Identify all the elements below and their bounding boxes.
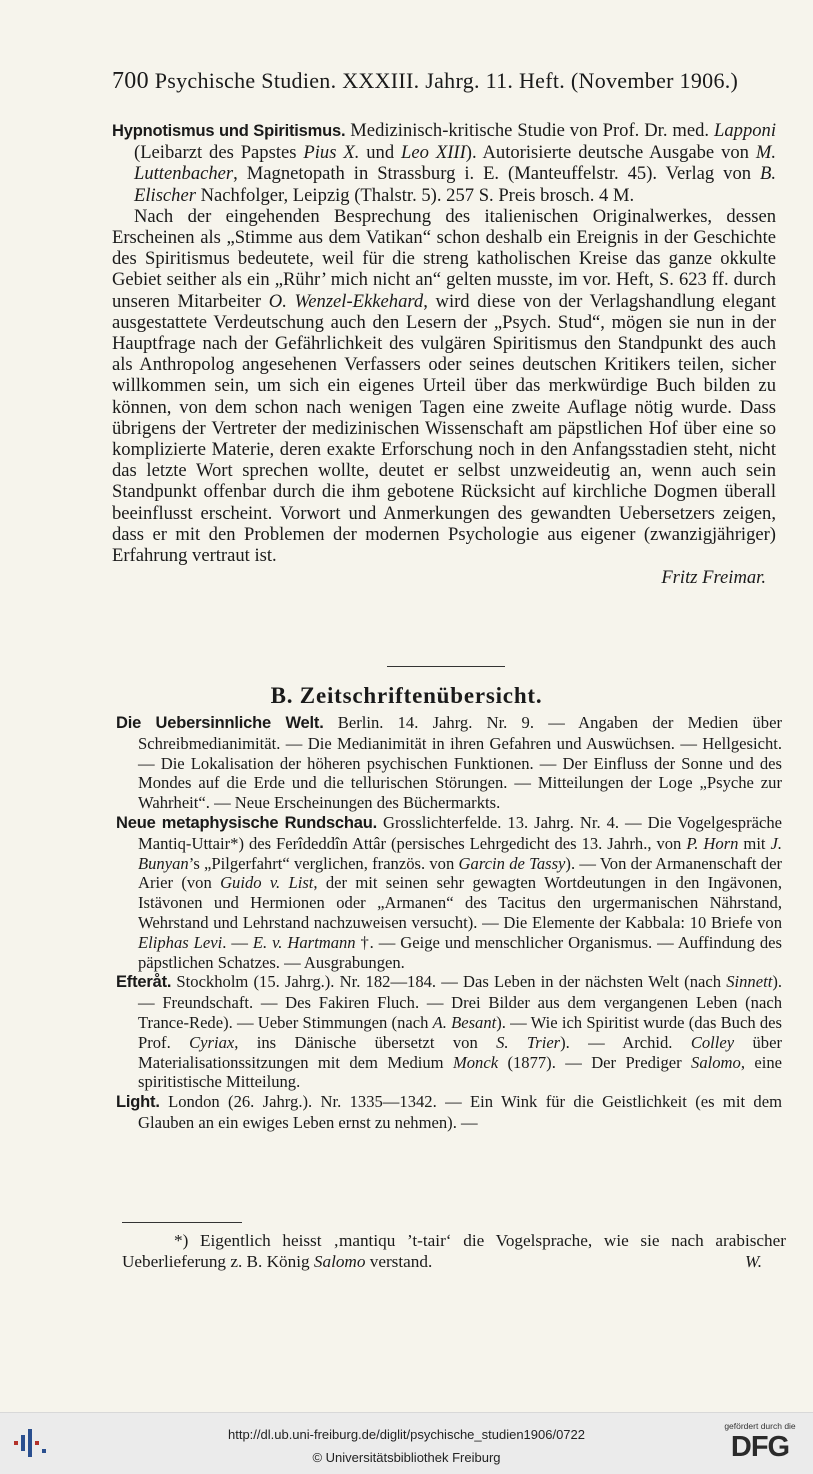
review-body: Nach der eingehenden Besprechung des italienischen Originalwerkes, dessen Erscheinen als „Stimme aus dem Vatikan“ schon deshalb ein Ereignis in der Geschichte des Spiritismus bedeutete, weil für die streng katholischen Kreise das ganze okkulte Gebiet seither als ein „Rühr’ mich nicht an“ gelten musste, im vor. Heft, S. 623 ff. durch unseren Mitarbeiter O. Wenzel-Ekkehard, wird diese von der Verlagshandlung elegant ausgestattete Verdeutschung auch den Lesern der „Psych. Stud“, mögen sie nun in der Hauptfrage nach der Gefährlichkeit des vulgären Spiritismus den Standpunkt des auch als Anthropolog angesehenen Verfassers oder seines deutschen Kritikers teilen, sicher willkommen sein, um sich ein eigenes Urteil über das merkwürdige Buch bilden zu können, von dem schon nach wenigen Tagen eine zweite Auflage nötig wurde. Dass übrigens der Vertreter der medizinischen Wissenschaft am päpstlichen Hof über eine so komplizierte Materie, deren exakte Erforschung noch in den Anfangsstadien steht, nicht das letzte Wort sprechen wollte, deutet er selbst unzweideutig an, wenn auch sein Standpunkt offenbar durch die ihm gebotene Rücksicht auf kirchliche Dogmen überall beeinflusst erscheint. Vorwort und Anmerkungen des gewandten Uebersetzers zeigen, dass er mit den Problemen der modernen Psychologie aus eigener (zwanzigjähriger) Erfahrung vertraut ist. bbox=[112, 205, 776, 567]
periodical-title: Light. bbox=[116, 1093, 160, 1112]
review-citation: Hypnotismus und Spiritismus. Medizinisch-kritische Studie von Prof. Dr. med. Lapponi (Leibarzt des Papstes Pius X. und Leo XIII). Autorisierte deutsche Ausgabe von M. Luttenbacher, Magnetopath in Strassburg i. E. (Manteuffelstr. 45). Verlag von B. Elischer Nachfolger, Leipzig (Thalstr. 5). 257 S. Preis brosch. 4 M. bbox=[112, 120, 777, 206]
book-review bbox=[112, 120, 776, 588]
list-item: Light. London (26. Jahrg.). Nr. 1335—1342. — Ein Wink für die Geistlichkeit (es mit dem Glauben an ein ewiges Leben ernst zu nehmen). — bbox=[116, 1092, 782, 1132]
review-title: Hypnotismus und Spiritismus. bbox=[112, 122, 346, 140]
section-heading: B. Zeitschriftenübersicht. bbox=[270, 683, 543, 708]
footnote: *) Eigentlich heisst ‚mantiqu ’t-tair‘ die Vogelsprache, wie sie nach arabischer Ueberlieferung z. B. König Salomo verstand. W. bbox=[122, 1231, 786, 1271]
section-divider bbox=[387, 666, 505, 667]
page-number: 700 bbox=[112, 68, 149, 94]
footnote-signature: W. bbox=[744, 1252, 762, 1271]
footnote-divider bbox=[122, 1222, 242, 1223]
periodical-title: Die Uebersinnliche Welt. bbox=[116, 714, 324, 732]
review-signature: Fritz Freimar. bbox=[661, 567, 766, 589]
list-item: Die Uebersinnliche Welt. Berlin. 14. Jahrg. Nr. 9. — Angaben der Medien über Schreibmedianimität. — Die Medianimität in ihren Gefahren und Auswüchsen. — Hellgesicht. — Die Lokalisation der höheren psychischen Funktionen. — Der Einfluss der Sonne und des Mondes auf die Erde und die tellurischen Störungen. — Mitteilungen der Loge „Psyche zur Wahrheit“. — Neue Erscheinungen des Büchermarkts. bbox=[116, 713, 782, 813]
running-title: Psychische Studien. XXXIII. Jahrg. 11. Heft. (November 1906.) bbox=[154, 68, 739, 93]
viewer-footer bbox=[0, 1412, 813, 1474]
periodicals-list bbox=[116, 713, 782, 1133]
copyright-notice: © Universitätsbibliothek Freiburg bbox=[312, 1450, 501, 1465]
dfg-funding-logo: gefördert durch die DFG bbox=[724, 1421, 796, 1463]
list-item: Efteråt. Stockholm (15. Jahrg.). Nr. 182—184. — Das Leben in der nächsten Welt (nach Sinnett). — Freundschaft. — Des Fakiren Fluch. — Drei Bilder aus dem vergangenen Leben (nach Trance-Rede). — Ueber Stimmungen (nach A. Besant). — Wie ich Spiritist wurde (das Buch des Prof. Cyriax, ins Dänische übersetzt von S. Trier). — Archid. Colley über Materialisationssitzungen mit dem Medium Monck (1877). — Der Prediger Salomo, eine spiritistische Mitteilung. bbox=[116, 972, 782, 1092]
periodical-title: Efteråt. bbox=[116, 973, 172, 992]
running-header bbox=[112, 68, 783, 95]
list-item: Neue metaphysische Rundschau. Grosslichterfelde. 13. Jahrg. Nr. 4. — Die Vogelgespräche Mantiq-Uttair*) des Ferîdeddîn Attâr (persisches Lehrgedicht des 13. Jahrh., von P. Horn mit J. Bunyan’s „Pilgerfahrt“ verglichen, französ. von Garcin de Tassy). — Von der Armanenschaft der Arier (von Guido v. List, der mit seinen sehr gewagten Wortdeutungen in den Ingävonen, Istävonen und Hermionen oder „Armanen“ des Tacitus den urgermanischen Nährstand, Wehrstand und Lehrstand nachzuweisen versucht). — Die Elemente der Kabbala: 10 Briefe von Eliphas Levi. — E. v. Hartmann †. — Geige und menschlicher Organismus. — Auffindung des päpstlichen Schatzes. — Ausgrabungen. bbox=[116, 812, 783, 972]
periodical-title: Neue metaphysische Rundschau. bbox=[116, 813, 378, 832]
permalink[interactable]: http://dl.ub.uni-freiburg.de/diglit/psychische_studien1906/0722 bbox=[227, 1427, 586, 1442]
